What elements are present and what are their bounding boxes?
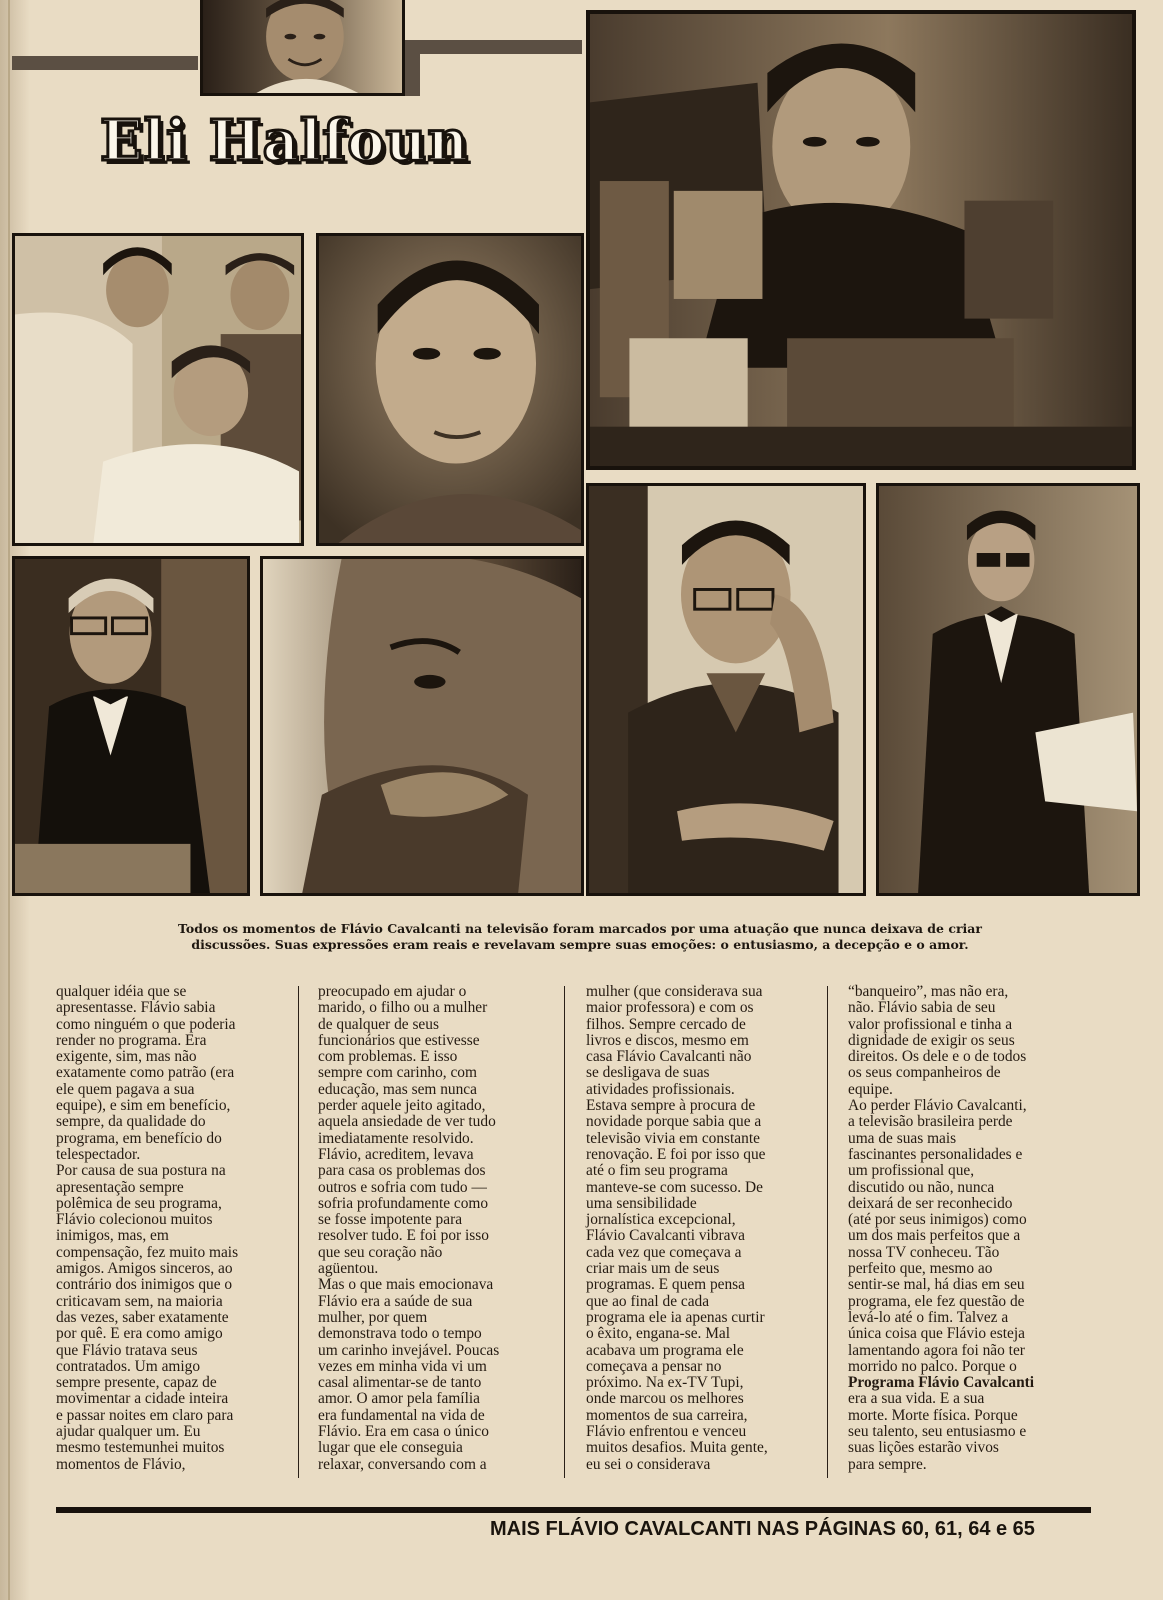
photo-stage-presenter xyxy=(876,483,1140,896)
article-column-3: mulher (que considerava sua maior professora) e com os filhos. Sempre cercado de livros e discos, mesmo em casa Flávio Cavalcanti não se desligava de suas atividades profissionais. Estava sempre à procura de novidade porque sabia que a televisão vivia em constante renovação. E foi por isso que até o fim seu programa manteve-se com sucesso. De uma sensibilidade jornalística excepcional, Flávio Cavalcanti vibrava cada vez que começava a criar mais um de seus programas. E quem pensa que ao final de cada programa ele ia apenas curtir o êxito, engana-se. Mal acabava um programa ele começava a pensar no próximo. Na ex-TV Tupi, onde marcou os melhores momentos de sua carreira, Flávio enfrentou e venceu muitos desafios. Muita gente, eu sei o considerava xyxy=(586,983,768,1473)
column-divider-3 xyxy=(827,986,828,1478)
photo-haircut xyxy=(12,233,304,546)
pensive-man-photo-icon xyxy=(263,559,581,893)
photo-hand-on-mouth xyxy=(260,556,584,896)
photo-desk-portrait xyxy=(586,10,1136,470)
article-column-1: qualquer idéia que se apresentasse. Flávio sabia como ninguém o que poderia render no programa. Era exigente, sim, mas não exatamente como patrão (era ele quem pagava a sua equipe), e sim em benefício, sempre, da qualidade do programa, em benefício do telespectador. Por causa de sua postura na apresentação sempre polêmica de seu programa, Flávio colecionou muitos inimigos, mas, em compensação, fez muito mais amigos. Amigos sinceros, ao contrário dos inimigos que o criticavam sem, na maioria das vezes, saber exatamente por quê. E era como amigo que Flávio tratava seus contratados. Um amigo sempre presente, capaz de movimentar a cidade inteira e passar noites em claro para ajudar qualquer um. Eu mesmo testemunhei muitos momentos de Flávio, xyxy=(56,983,239,1473)
man-in-tuxedo-photo-icon xyxy=(15,559,247,893)
photo-portrait-small xyxy=(200,0,405,96)
article-column-4 xyxy=(848,984,1080,1473)
top-rule-right xyxy=(404,40,582,54)
photo-closeup-face xyxy=(316,233,584,546)
top-rule-left xyxy=(12,56,198,70)
program-name-bold: Programa Flávio Cavalcanti xyxy=(848,1374,1035,1392)
column-4-text-a: “banqueiro”, mas não era, não. Flávio sabia de seu valor profissional e tinha a dignidade de exigir os seus direitos. Os dele e o de todos os seus companheiros de equipe. Ao perder Flávio Cavalcanti, a televisão brasileira perde uma de suas mais fascinantes personalidades e um profissional que, discutido ou não, nunca deixará de ser reconhecido (até por seus inimigos) como um dos mais perfeitos que a nossa TV conheceu. Tão perfeito que, mesmo ao sentir-se mal, há dias em seu programa, ele fez questão de levá-lo até o fim. Talvez a única coisa que Flávio esteja lamentando agora foi não ter morrido no palco. Porque o xyxy=(848,983,1027,1375)
continued-on-pages: MAIS FLÁVIO CAVALCANTI NAS PÁGINAS 60, 61, 64 e 65 xyxy=(490,1518,1035,1540)
haircut-photo-icon xyxy=(15,236,301,543)
column-divider-2 xyxy=(564,986,565,1478)
photo-caption: Todos os momentos de Flávio Cavalcanti na televisão foram marcados por uma atuação que nunca deixava de criar discussões. Suas expressões eram reais e revelavam sempre suas emoções: o entusiasmo, a decepção e o amor. xyxy=(178,920,982,952)
author-byline: Eli Halfoun xyxy=(100,108,470,174)
footer-rule xyxy=(56,1507,1091,1513)
photo-bowtie-podium xyxy=(12,556,250,896)
photo-glasses-thinking xyxy=(586,483,866,896)
page-fold xyxy=(8,0,10,1600)
man-face-photo-icon xyxy=(319,236,581,543)
presenter-on-stage-photo-icon xyxy=(879,486,1137,893)
top-rule-right-drop xyxy=(404,40,420,96)
man-at-desk-photo-icon xyxy=(590,14,1132,466)
article-column-2: preocupado em ajudar o marido, o filho ou a mulher de qualquer de seus funcionários que estivesse com problemas. E isso sempre com carinho, com educação, mas sem nunca perder aquele jeito agitado, aquela ansiedade de ver tudo imediatamente resolvido. Flávio, acreditem, levava para casa os problemas dos outros e sofria com tudo — sofria profundamente como se fosse impotente para resolver tudo. E foi por isso que seu coração não agüentou. Mas o que mais emocionava Flávio era a saúde de sua mulher, por quem demonstrava todo o tempo um carinho invejável. Poucas vezes em minha vida vi um casal alimentar-se de tanto amor. O amor pela família era fundamental na vida de Flávio. Era em casa o único lugar que ele conseguia relaxar, conversando com a xyxy=(318,983,500,1473)
column-divider-1 xyxy=(298,986,299,1478)
man-with-glasses-photo-icon xyxy=(589,486,863,893)
column-4-text-b: era a sua vida. E a sua morte. Morte física. Porque seu talento, seu entusiasmo e suas lições estarão vivos para sempre. xyxy=(848,1390,1027,1473)
